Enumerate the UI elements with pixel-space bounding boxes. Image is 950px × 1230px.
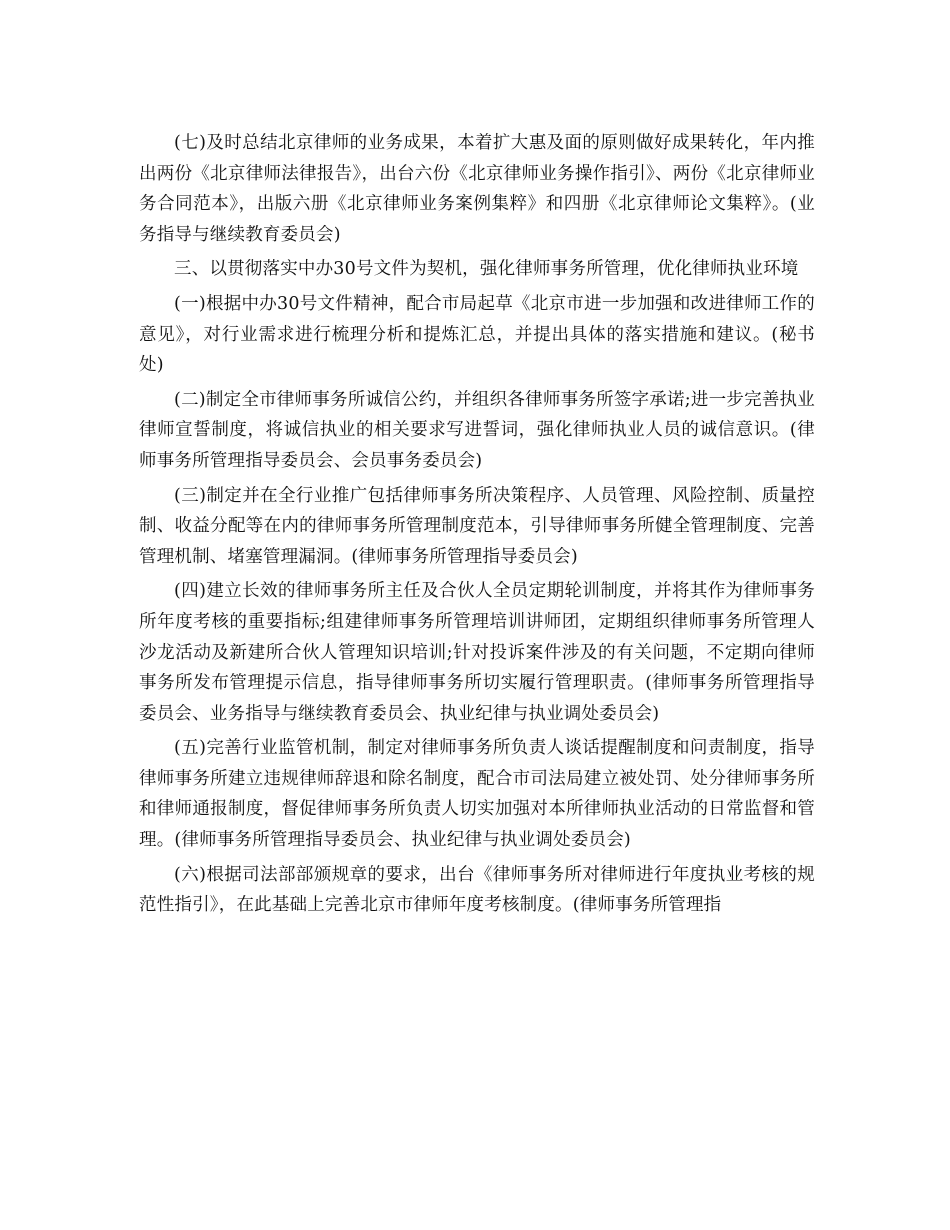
paragraph-item-1: (一)根据中办30号文件精神，配合市局起草《北京市进一步加强和改进律师工作的意见》，对行业需求进行梳理分析和提炼汇总，并提出具体的落实措施和建议。(秘书处) <box>139 293 815 376</box>
paragraph-item-6: (六)根据司法部部颁规章的要求，出台《律师事务所对律师进行年度执业考核的规范性指引》，在此基础上完善北京市律师年度考核制度。(律师事务所管理指 <box>139 864 815 916</box>
document-body <box>139 128 815 925</box>
paragraph-item-4: (四)建立长效的律师事务所主任及合伙人全员定期轮训制度，并将其作为律师事务所年度考核的重要指标;组建律师事务所管理培训讲师团，定期组织律师事务所管理人沙龙活动及新建所合伙人管理知识培训;针对投诉案件涉及的有关问题，不定期向律师事务所发布管理提示信息，指导律师事务所切实履行管理职责。(律师事务所管理指导委员会、业务指导与继续教育委员会、执业纪律与执业调处委员会) <box>139 581 815 724</box>
paragraph-item-5: (五)完善行业监管机制，制定对律师事务所负责人谈话提醒制度和问责制度，指导律师事务所建立违规律师辞退和除名制度，配合市司法局建立被处罚、处分律师事务所和律师通报制度，督促律师事务所负责人切实加强对本所律师执业活动的日常监督和管理。(律师事务所管理指导委员会、执业纪律与执业调处委员会) <box>139 738 815 851</box>
paragraph-item-2: (二)制定全市律师事务所诚信公约，并组织各律师事务所签字承诺;进一步完善执业律师宣誓制度，将诚信执业的相关要求写进誓词，强化律师执业人员的诚信意识。(律师事务所管理指导委员会、会员事务委员会) <box>139 389 815 471</box>
paragraph-item-3: (三)制定并在全行业推广包括律师事务所决策程序、人员管理、风险控制、质量控制、收益分配等在内的律师事务所管理制度范本，引导律师事务所健全管理制度、完善管理机制、堵塞管理漏洞。(律师事务所管理指导委员会) <box>139 485 815 567</box>
paragraph-item-7: (七)及时总结北京律师的业务成果，本着扩大惠及面的原则做好成果转化，年内推出两份《北京律师法律报告》，出台六份《北京律师业务操作指引》、两份《北京律师业务合同范本》，出版六册《北京律师业务案例集粹》和四册《北京律师论文集粹》。(业务指导与继续教育委员会) <box>139 133 815 245</box>
section-heading-3: 三、以贯彻落实中办30号文件为契机，强化律师事务所管理，优化律师执业环境 <box>174 259 799 280</box>
